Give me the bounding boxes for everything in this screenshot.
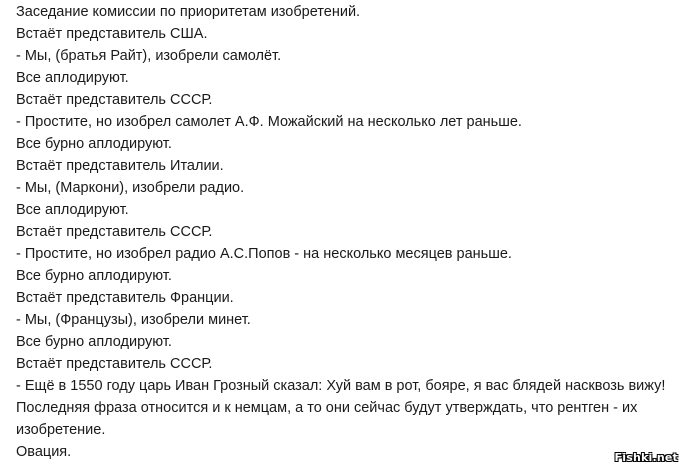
text-line: Встаёт представитель СССР. [16,92,213,108]
text-line: изобретение. [16,422,106,438]
text-line: - Простите, но изобрел самолет А.Ф. Можайский на несколько лет раньше. [16,114,522,130]
text-line: Последняя фраза относится и к немцам, а то они сейчас будут утверждать, что рентген - их [16,400,638,416]
text-line: - Ещё в 1550 году царь Иван Грозный сказал: Хуй вам в рот, бояре, я вас блядей насквозь вижу! [16,378,666,394]
text-line: Все аплодируют. [16,202,129,218]
text-line: Встаёт представитель США. [16,26,208,42]
text-line: Заседание комиссии по приоритетам изобретений. [16,4,361,20]
text-line: Все бурно аплодируют. [16,334,172,350]
text-line: - Простите, но изобрел радио А.С.Попов - на несколько месяцев раньше. [16,246,512,262]
text-line: Все бурно аплодируют. [16,136,172,152]
text-line: Встаёт представитель Италии. [16,158,224,174]
text-line: - Мы, (братья Райт), изобрели самолёт. [16,48,282,64]
text-line: Встаёт представитель Франции. [16,290,234,306]
joke-text-block [16,1,676,463]
text-line: Встаёт представитель СССР. [16,224,213,240]
watermark-logo: Fishki.net [614,451,678,464]
text-line: Все аплодируют. [16,70,129,86]
text-line: Все бурно аплодируют. [16,268,172,284]
text-line: Встаёт представитель СССР. [16,356,213,372]
text-line: Овация. [16,444,72,460]
text-line: - Мы, (Маркони), изобрели радио. [16,180,245,196]
text-line: - Мы, (Французы), изобрели минет. [16,312,251,328]
